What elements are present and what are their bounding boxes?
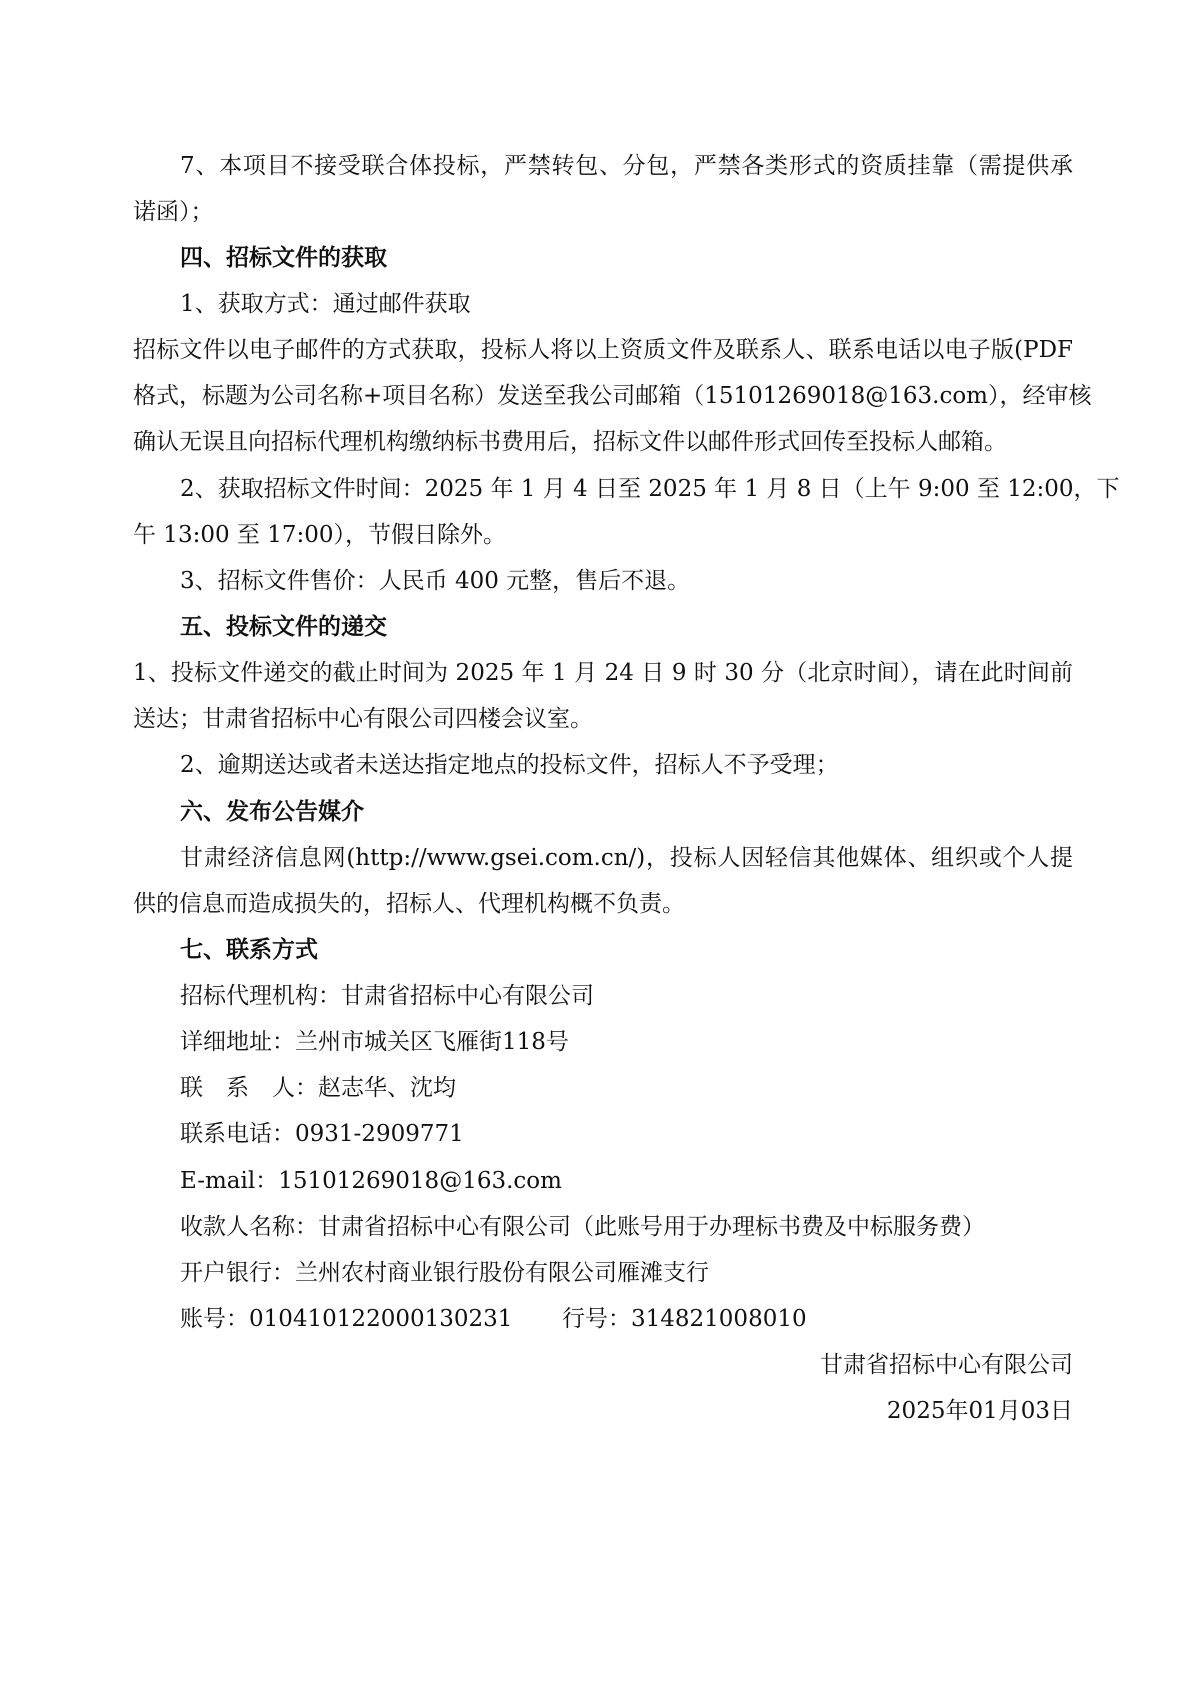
- section-heading-4: 四、招标文件的获取: [180, 244, 387, 271]
- contact-agency: 招标代理机构：甘肃省招标中心有限公司: [180, 983, 594, 1009]
- section-heading-6: 六、发布公告媒介: [180, 798, 364, 825]
- paragraph-4-1-line3: 确认无误且向招标代理机构缴纳标书费用后，招标文件以邮件形式回传至投标人邮箱。: [133, 429, 1007, 455]
- bank-code: 行号：314821008010: [562, 1306, 807, 1332]
- paragraph-6-line2: 供的信息而造成损失的，招标人、代理机构概不负责。: [133, 891, 685, 917]
- contact-address: 详细地址：兰州市城关区飞雁街118号: [180, 1029, 569, 1055]
- signature-date: 2025年01月03日: [886, 1398, 1073, 1424]
- account-number: 账号：010410122000130231: [180, 1306, 513, 1332]
- account-row: [180, 1304, 1073, 1334]
- paragraph-4-3: 3、招标文件售价：人民币 400 元整，售后不退。: [180, 568, 691, 594]
- paragraph-6-line1: 甘肃经济信息网(http://www.gsei.com.cn/)，投标人因轻信其他媒体、组织或个人提: [180, 845, 1073, 871]
- contact-email: E-mail：15101269018@163.com: [180, 1168, 562, 1194]
- paragraph-4-1-line2: 格式，标题为公司名称+项目名称）发送至我公司邮箱（15101269018@163.com），经审核: [133, 383, 1092, 409]
- paragraph-item-7-line2: 诺函）；: [133, 199, 214, 225]
- paragraph-4-1: 1、获取方式：通过邮件获取: [180, 291, 471, 317]
- contact-phone: 联系电话：0931-2909771: [180, 1121, 464, 1147]
- paragraph-5-2: 2、逾期送达或者未送达指定地点的投标文件，招标人不予受理；: [180, 752, 839, 778]
- paragraph-item-7-line1: 7、本项目不接受联合体投标，严禁转包、分包，严禁各类形式的资质挂靠（需提供承: [180, 153, 1073, 179]
- signer-name: 甘肃省招标中心有限公司: [820, 1352, 1073, 1378]
- paragraph-4-2-line2: 午 13:00 至 17:00），节假日除外。: [133, 522, 506, 548]
- paragraph-5-1-line2: 送达；甘肃省招标中心有限公司四楼会议室。: [133, 706, 593, 732]
- payee-name: 收款人名称：甘肃省招标中心有限公司（此账号用于办理标书费及中标服务费）: [180, 1214, 985, 1240]
- paragraph-4-2-line1: 2、获取招标文件时间：2025 年 1 月 4 日至 2025 年 1 月 8 日（上午 9:00 至 12:00，下: [180, 476, 1120, 502]
- section-heading-7: 七、联系方式: [180, 936, 318, 963]
- bank-name: 开户银行：兰州农村商业银行股份有限公司雁滩支行: [180, 1260, 709, 1286]
- contact-person: 联 系 人：赵志华、沈均: [180, 1075, 456, 1101]
- paragraph-5-1-line1: 1、投标文件递交的截止时间为 2025 年 1 月 24 日 9 时 30 分（北京时间），请在此时间前: [133, 660, 1073, 686]
- paragraph-4-1-line1: 招标文件以电子邮件的方式获取，投标人将以上资质文件及联系人、联系电话以电子版(PDF: [133, 337, 1073, 363]
- section-heading-5: 五、投标文件的递交: [180, 613, 387, 640]
